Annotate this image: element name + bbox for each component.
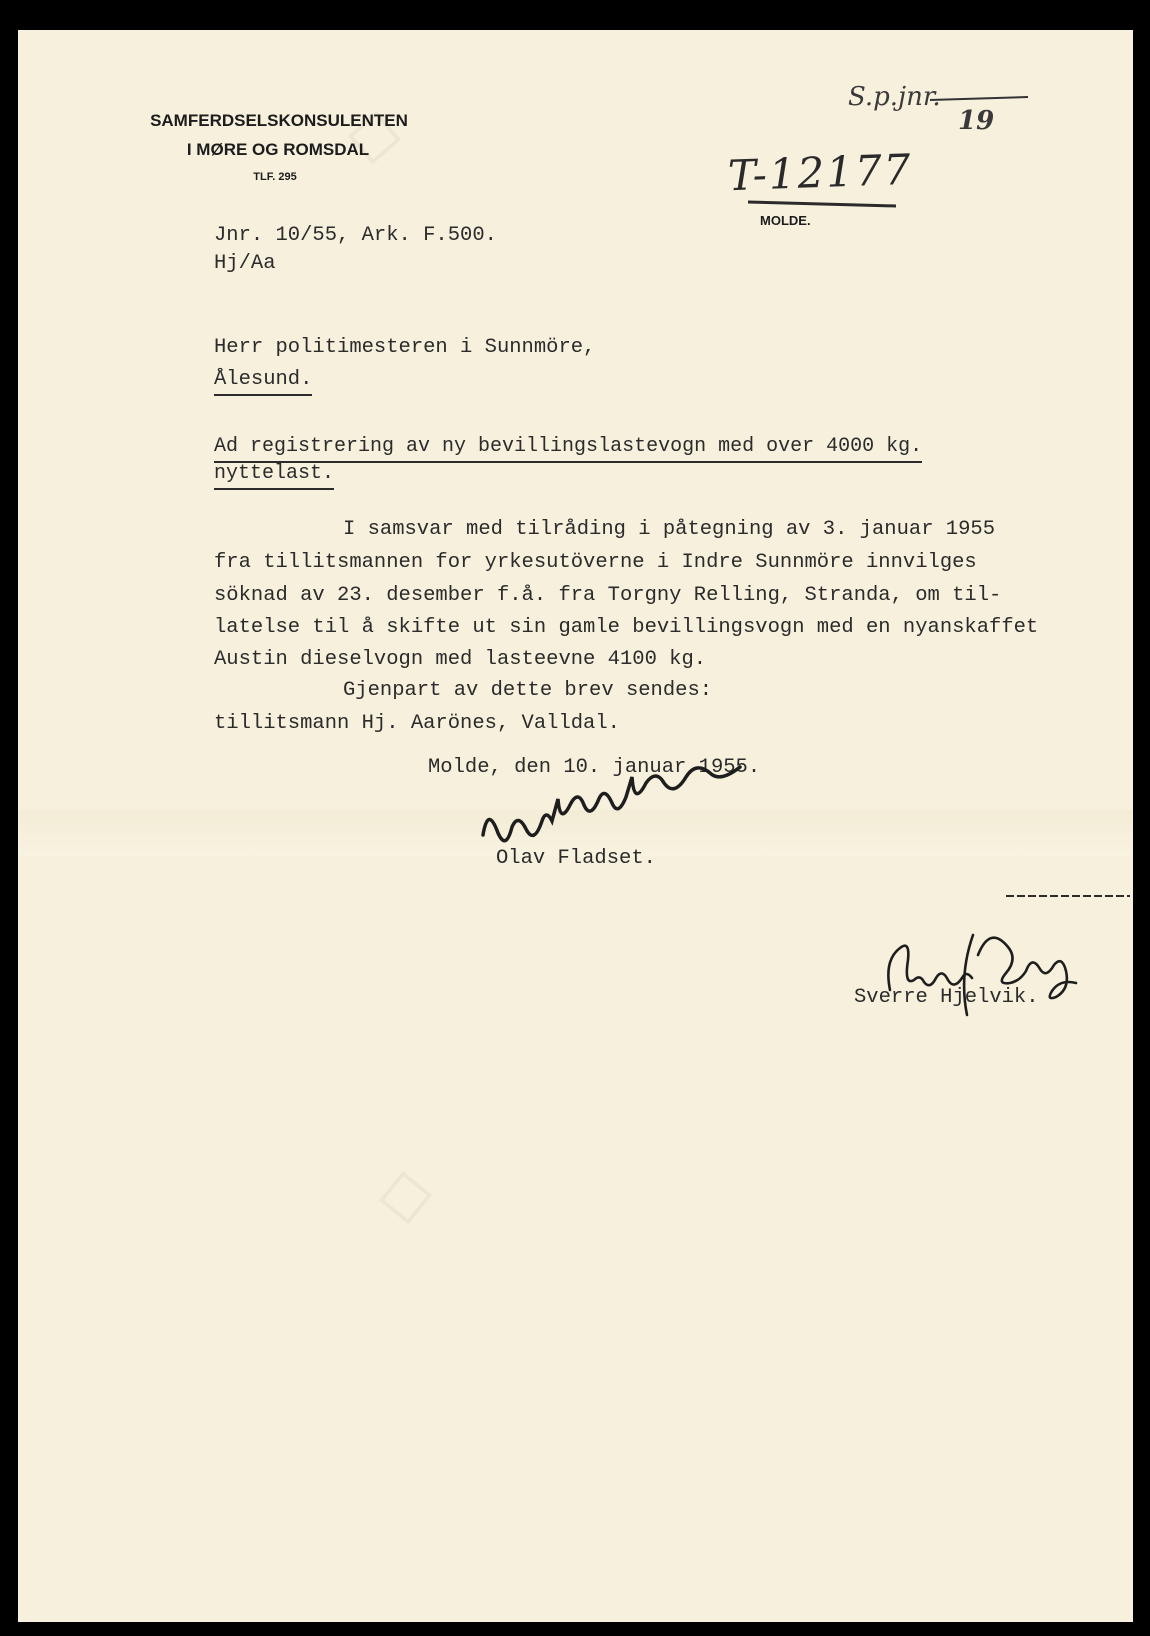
signature-sverre-hjelvik (18, 30, 19, 31)
signatory-name: Olav Fladset. (496, 847, 656, 870)
body-line: fra tillitsmannen for yrkesutöverne i Indre Sunnmöre innvilges (214, 551, 977, 574)
handwritten-reference: T-12177 (727, 144, 914, 201)
body-line: I samsvar med tilråding i påtegning av 3. januar 1955 (343, 518, 996, 541)
letterhead-phone: TLF. 295 (253, 171, 297, 183)
journal-stamp-label: S.p.jnr. (848, 82, 941, 112)
watermark-stamp: ◇ (373, 1147, 437, 1236)
body-line: Austin dieselvogn med lasteevne 4100 kg. (214, 648, 707, 671)
copy-notice: Gjenpart av dette brev sendes: (343, 679, 713, 702)
journal-stamp-number: 19 (958, 106, 995, 136)
body-line: söknad av 23. desember f.å. fra Torgny Relling, Stranda, om til- (214, 584, 1002, 607)
subject-line-2: nyttelast. (214, 460, 334, 490)
watermark-stamp: ◇ (345, 88, 405, 175)
letter-page (18, 30, 1133, 1622)
letterhead-city: MOLDE. (760, 213, 811, 228)
journal-reference: Jnr. 10/55, Ark. F.500. (214, 224, 497, 247)
letterhead-office: SAMFERDSELSKONSULENTEN (150, 111, 408, 130)
subject-line-1: Ad registrering av ny bevillingslastevogn med over 4000 kg. (214, 433, 922, 463)
recipient-city: Ålesund. (214, 366, 312, 396)
body-line: latelse til å skifte ut sin gamle bevillingsvogn med en nyanskaffet (214, 616, 1039, 639)
copy-recipient: tillitsmann Hj. Aarönes, Valldal. (214, 712, 620, 735)
letterhead-region: I MØRE OG ROMSDAL (186, 140, 370, 159)
initials: Hj/Aa (214, 252, 276, 275)
recipient-title: Herr politimesteren i Sunnmöre, (214, 336, 596, 359)
second-signatory-name: Sverre Hjelvik. (854, 986, 1039, 1009)
dateline: Molde, den 10. januar 1955. (428, 756, 761, 779)
